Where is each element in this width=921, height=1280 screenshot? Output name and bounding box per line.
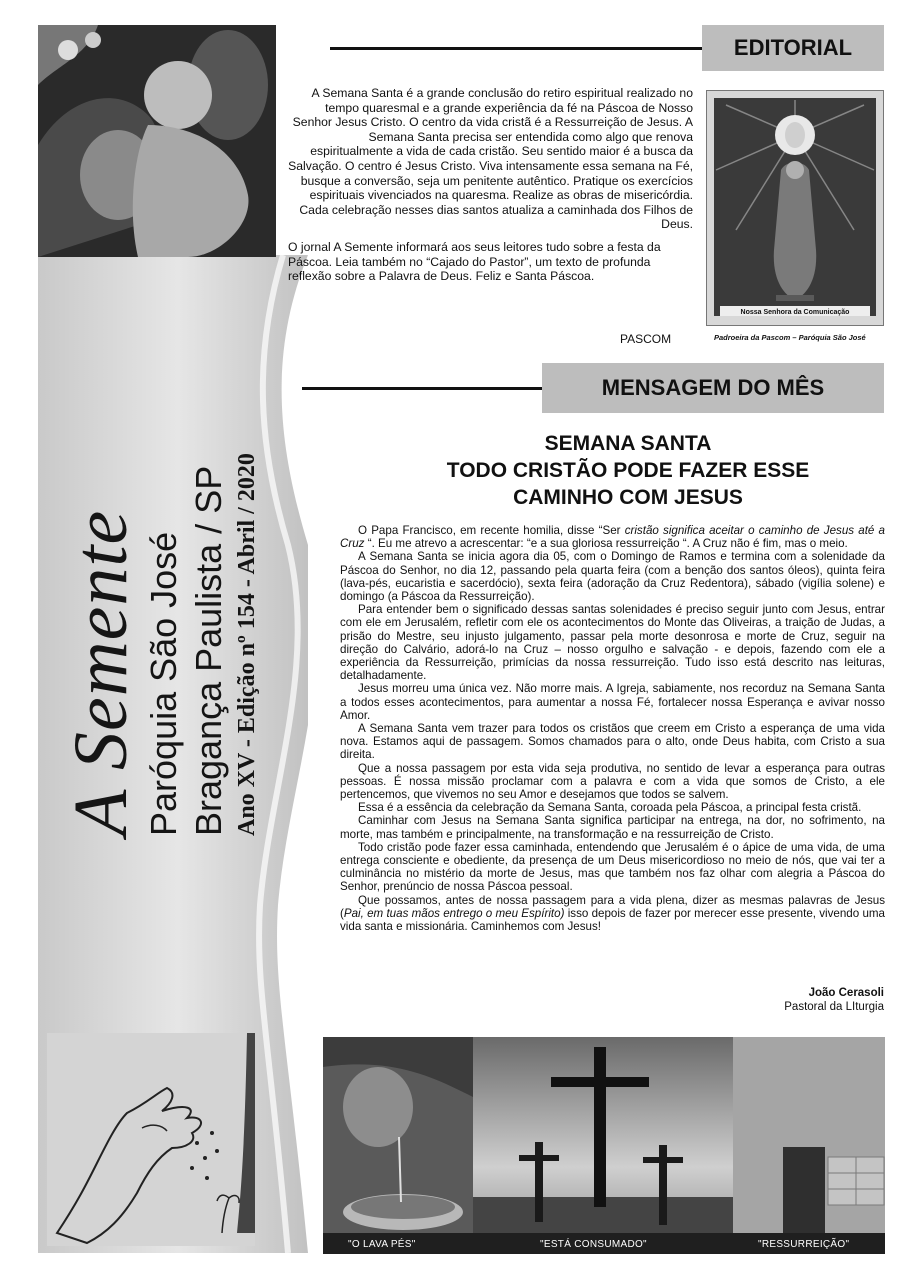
message-body bbox=[340, 524, 885, 933]
masthead-city: Bragança Paulista / SP bbox=[188, 465, 229, 836]
text-span: O Papa Francisco, em recente homilia, disse “Ser bbox=[358, 524, 625, 537]
editorial-header-label: EDITORIAL bbox=[733, 35, 853, 60]
title-line: CAMINHO COM JESUS bbox=[513, 486, 743, 509]
nossa-senhora-image bbox=[706, 90, 884, 326]
message-paragraph: Caminhar com Jesus na Semana Santa significa participar na entrega, na dor, no sofrimento, na morte, mas também e principalmente, na transformação e na ressurreição de Cristo. bbox=[340, 814, 885, 841]
image-label: Nossa Senhora da Comunicação bbox=[740, 309, 850, 316]
holy-week-photo-strip bbox=[323, 1037, 885, 1254]
editorial-text bbox=[285, 86, 693, 292]
quote-italic: cristão significa aceitar o caminho de Jesus até a Cruz bbox=[340, 524, 885, 551]
editorial-header bbox=[702, 25, 884, 71]
masthead-edition: Ano XV - Edição nº 154 - Abril / 2020 bbox=[234, 453, 260, 836]
text-span: Que possamos, antes de nossa passagem para a vida plena, dizer as mesmas palavras de Jesus ( bbox=[340, 893, 885, 920]
text-span: “. Eu me atrevo a acrescentar: “e a sua gloriosa ressurreição “. A Cruz não é fim, mas o meio. bbox=[364, 537, 848, 551]
editorial-rule bbox=[330, 47, 702, 50]
message-header-label: MENSAGEM DO MÊS bbox=[601, 375, 825, 400]
masthead-title: A Semente bbox=[59, 509, 143, 836]
caption-lava-pes: "O LAVA PÉS" bbox=[348, 1239, 416, 1250]
message-paragraph: Para entender bem o significado dessas santas solenidades é preciso seguir junto com Jesus, entrar com ele em Jerusalém, refletir com ele os acontecimentos do Monte das Oliveiras, a traição de Judas, a prisão do Mestre, seu injusto julgamento, passar pela morte desonrosa e morte de Cruz, seguir na direção do Calvário, adorá-lo na Cruz – nosso orgulho e salvação - e depois, fazendo com ele a experiência da Ressurreição, primícias da nossa ressurreição. Tudo isso está descrito nas leituras, detalhadamente. bbox=[340, 603, 885, 683]
message-paragraph: Essa é a essência da celebração da Semana Santa, coroada pela Páscoa, a principal festa cristã. bbox=[358, 801, 862, 815]
message-paragraph: A Semana Santa vem trazer para todos os cristãos que creem em Cristo a esperança de uma vida nova. Estamos aqui de passagem. Somos chamados para o alto, onde Deus habita, com Cristo a sua direita. bbox=[340, 722, 885, 762]
text-span: isso depois de fazer por merecer esse presente, vivendo uma vida santa e missionária. Caminhemos com Jesus! bbox=[340, 906, 885, 934]
message-paragraph: Jesus morreu uma única vez. Não morre mais. A Igreja, sabiamente, nos recorduz na Semana Santa a todos esses acontecimentos, para aumentar a nossa Fé, fortalecer nossa Esperança e avivar nosso Amor. bbox=[340, 682, 885, 722]
title-line: SEMANA SANTA bbox=[544, 432, 712, 455]
masthead-parish: Paróquia São José bbox=[143, 531, 184, 836]
editorial-paragraph: A Semana Santa é a grande conclusão do retiro espiritual realizado no tempo quaresmal e a grande experiência da fé na Páscoa de Nosso Senhor Jesus Cristo. O centro da vida cristã é a Ressurreição de Jesus. A Semana Santa precisa ser entendida como algo que renova espiritualmente a vida de cada cristão. Seu sentido maior é a busca da Salvação. O centro é Jesus Cristo. Viva intensamente essa semana na Fé, busque a conversão, seja um penitente autêntico. Pratique os exercícios espirituais vivenciados na quaresma. Realize as obras de misericórdia. Cada celebração nesses dias santos atualiza a caminhada dos Filhos de Deus. bbox=[288, 86, 693, 232]
author-block bbox=[700, 986, 884, 1014]
image-caption: Padroeira da Pascom – Paróquia São José bbox=[714, 333, 866, 342]
editorial-paragraph: O jornal A Semente informará aos seus leitores tudo sobre a festa da Páscoa. Leia também no “Cajado do Pastor”, um texto de profunda reflexão sobre a Palavra de Deus. Feliz e Santa Páscoa. bbox=[288, 239, 661, 284]
masthead-vertical bbox=[60, 36, 280, 836]
sowing-hand-illustration bbox=[47, 1033, 255, 1246]
message-paragraph: A Semana Santa se inicia agora dia 05, com o Domingo de Ramos e termina com a solenidade da Páscoa do Senhor, no dia 12, passando pela quarta feira (com a benção dos santos óleos), quinta feira (lava-pés, eucaristia e sacerdócio), sexta feira (adoração da Cruz Redentora), sábado (vigília solene) e domingo (a Páscoa da Ressurreição). bbox=[340, 550, 885, 604]
title-line: TODO CRISTÃO PODE FAZER ESSE bbox=[446, 459, 810, 482]
quote-italic: Pai, em tuas mãos entrego o meu Espírito) bbox=[343, 906, 565, 920]
message-paragraph: Todo cristão pode fazer essa caminhada, entendendo que Jerusalém é o ápice de uma vida, de uma entrega consciente e obediente, da presença de um Deus misericordioso no meio de nós, que vai ter a culminância no mistério da morte de Jesus, mas que também nos faz olhar com alegria a Páscoa do Senhor, prenúncio de nossa Páscoa pessoal. bbox=[340, 840, 885, 894]
message-paragraph: Que a nossa passagem por esta vida seja produtiva, no sentido de levar a esperança para outras pessoas. É nossa missão proclamar com a palavra e com a vida que somos de Cristo, a ele pertencemos, que vivemos no seu Amor e desejamos que todos se salvem. bbox=[340, 761, 885, 802]
caption-ressurreicao: "RESSURREIÇÃO" bbox=[758, 1239, 850, 1250]
caption-esta-consumado: "ESTÁ CONSUMADO" bbox=[540, 1239, 647, 1250]
message-rule bbox=[302, 387, 542, 390]
message-paragraph bbox=[340, 524, 885, 550]
author-role: Pastoral da LIturgia bbox=[784, 1001, 884, 1013]
message-paragraph bbox=[340, 894, 885, 934]
message-header bbox=[542, 363, 884, 413]
editorial-signature: PASCOM bbox=[620, 332, 672, 346]
author-name: João Cerasoli bbox=[808, 987, 884, 999]
message-title bbox=[330, 430, 921, 511]
